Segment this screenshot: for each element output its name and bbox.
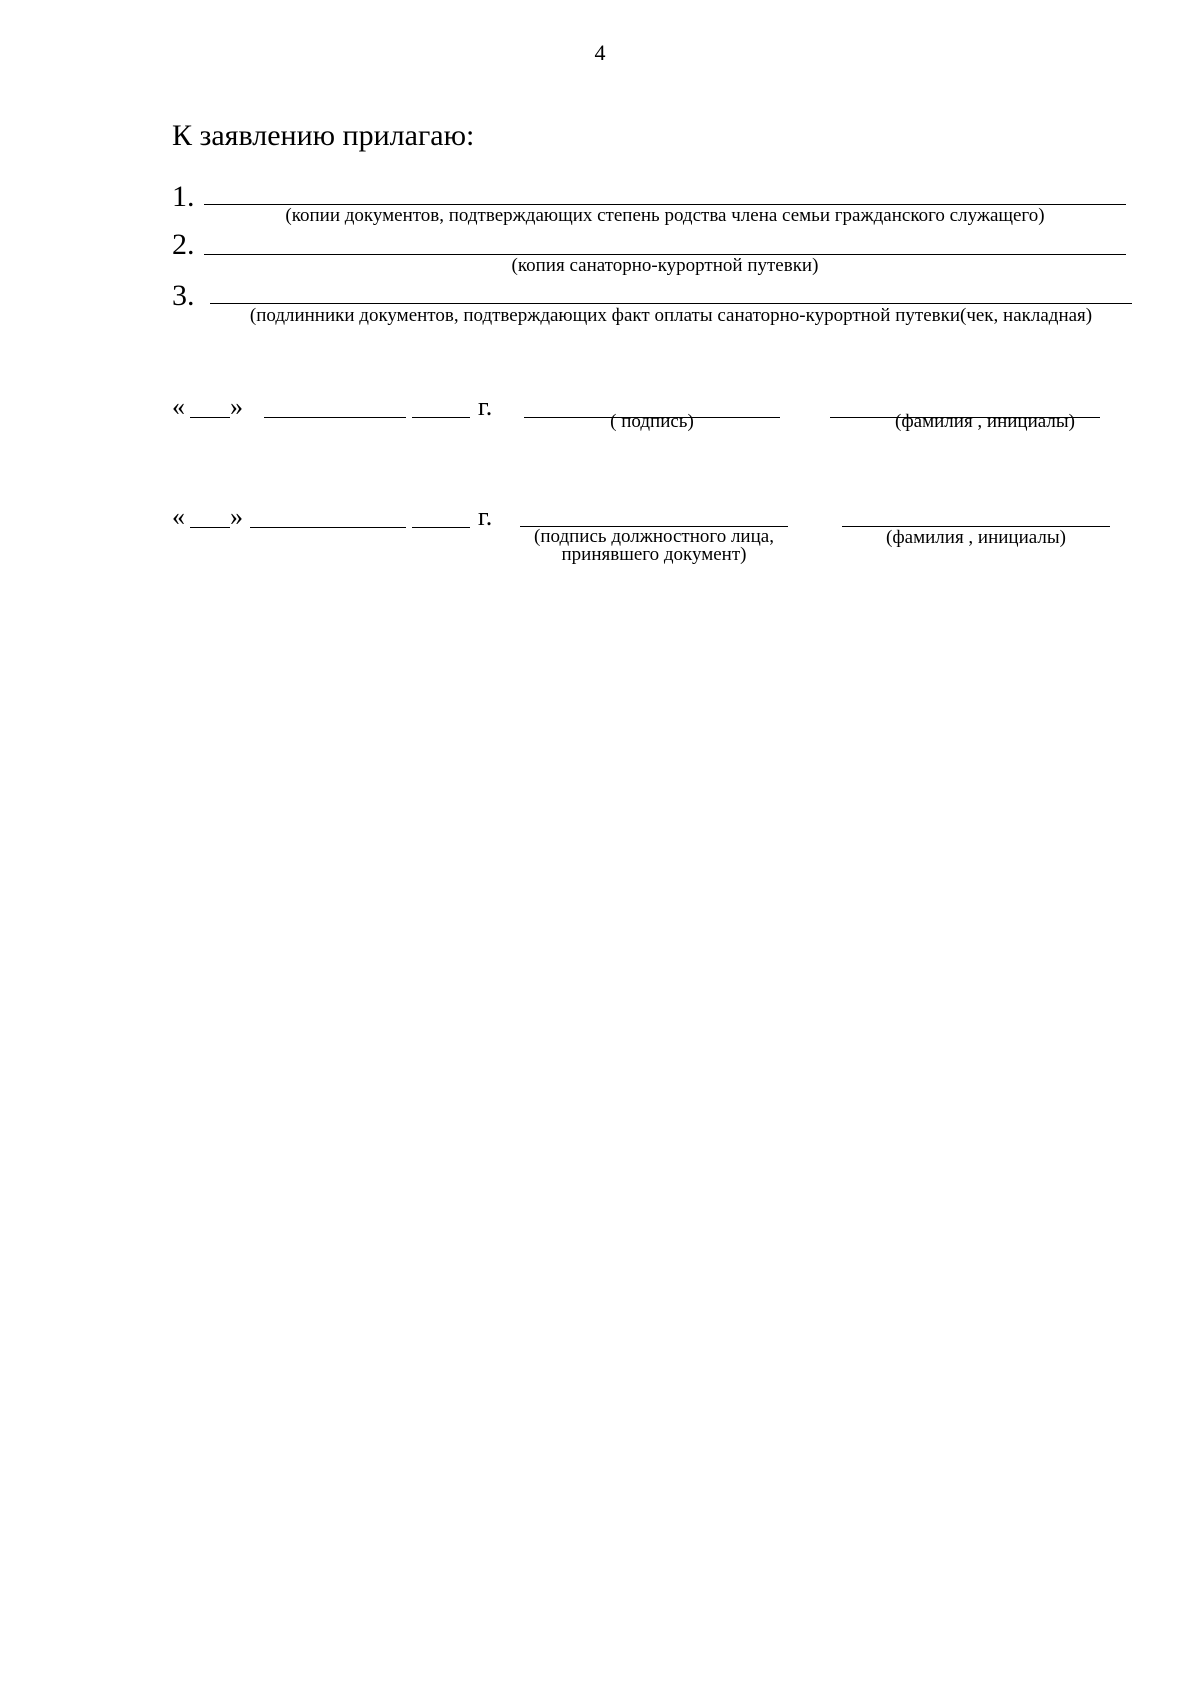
- close-quote: »: [230, 502, 243, 531]
- signature-caption: [520, 528, 788, 564]
- attachment-number: 1.: [172, 180, 195, 213]
- attachments-heading: К заявлению прилагаю:: [172, 119, 475, 152]
- attachment-number: 2.: [172, 228, 195, 261]
- signature-caption-line-1: (подпись должностного лица,: [534, 526, 774, 547]
- month-field[interactable]: [264, 417, 406, 418]
- year-suffix: г.: [478, 502, 493, 531]
- year-suffix: г.: [478, 392, 493, 421]
- signature-caption: ( подпись): [610, 411, 694, 432]
- page-number: 4: [594, 40, 606, 65]
- year-field[interactable]: [412, 417, 470, 418]
- open-quote: «: [172, 392, 185, 421]
- open-quote: «: [172, 502, 185, 531]
- attachment-caption: (подлинники документов, подтверждающих факт оплаты санаторно-курортной путевки(чек, накладная): [249, 305, 1093, 326]
- day-field[interactable]: [190, 417, 230, 418]
- name-caption: (фамилия , инициалы): [895, 411, 1075, 432]
- attachment-caption: (копии документов, подтверждающих степень родства члена семьи гражданского служащего): [285, 205, 1045, 226]
- attachment-number: 3.: [172, 279, 195, 312]
- name-caption: (фамилия , инициалы): [886, 527, 1066, 548]
- attachment-caption: (копия санаторно-курортной путевки): [511, 255, 819, 276]
- close-quote: »: [230, 392, 243, 421]
- attachment-fill-line[interactable]: [210, 303, 1132, 304]
- day-field[interactable]: [190, 527, 230, 528]
- signature-caption-line-2: принявшего документ): [561, 544, 747, 565]
- month-field[interactable]: [250, 527, 406, 528]
- year-field[interactable]: [412, 527, 470, 528]
